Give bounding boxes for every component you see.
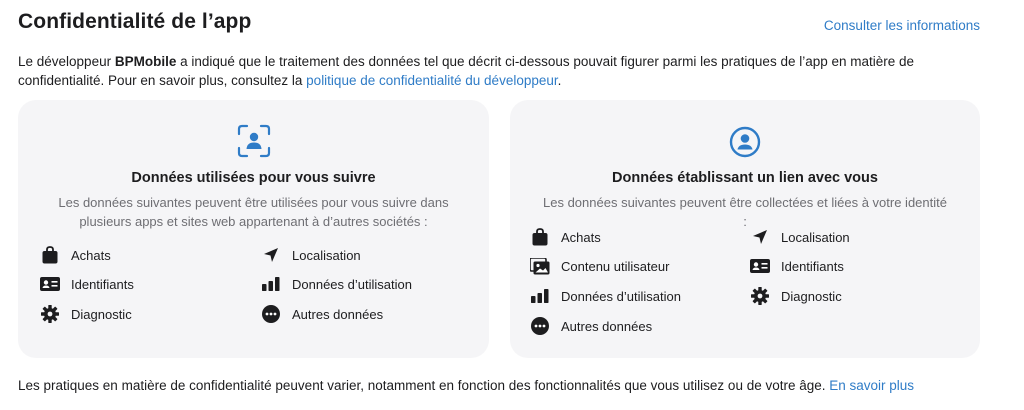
intro-part1: Le développeur <box>18 54 115 69</box>
item-label: Autres données <box>292 306 384 322</box>
id-card-icon <box>40 274 60 294</box>
bar-chart-icon <box>530 286 550 306</box>
card-description: Les données suivantes peuvent être collectées et liées à votre identité : <box>543 195 947 229</box>
data-linked-to-you-card <box>510 100 980 358</box>
footer-text: Les pratiques en matière de confidentialité peuvent varier, notamment en fonction des fonctionnalités que vous utilisez ou de votre âge. <box>18 378 830 393</box>
card-title: Données utilisées pour vous suivre <box>131 170 376 186</box>
list-item-identifiers <box>750 255 844 277</box>
list-item-other-data <box>530 315 652 337</box>
card-description: Les données suivantes peuvent être utilisées pour vous suivre dans plusieurs apps et sites web appartenant à d’autres sociétés : <box>58 195 449 229</box>
item-label: Données d’utilisation <box>292 276 412 292</box>
more-icon <box>261 304 281 324</box>
location-arrow-icon <box>750 227 770 247</box>
item-label: Diagnostic <box>71 306 132 322</box>
developer-privacy-policy-link[interactable]: politique de confidentialité du développeur <box>306 73 558 88</box>
gear-icon <box>40 304 60 324</box>
learn-more-link[interactable]: En savoir plus <box>829 378 915 393</box>
list-item-identifiers <box>40 273 134 295</box>
gear-icon <box>750 286 770 306</box>
item-label: Achats <box>561 229 601 245</box>
developer-name: BPMobile <box>114 54 177 69</box>
list-item-user-content <box>530 255 669 277</box>
item-label: Identifiants <box>781 258 844 274</box>
item-label: Contenu utilisateur <box>561 258 670 274</box>
intro-text <box>18 52 968 90</box>
item-label: Identifiants <box>71 276 134 292</box>
bar-chart-icon <box>261 274 281 294</box>
intro-part3: . <box>557 73 562 88</box>
intro-part2: a indiqué que le traitement des données tel que décrit ci-dessous pouvait figurer parmi les pratiques de l’app en matière de confidentialité. Pour en savoir plus, consultez la <box>18 54 915 88</box>
item-label: Achats <box>71 247 111 263</box>
list-item-diagnostics <box>750 285 842 307</box>
privacy-header <box>18 10 980 40</box>
shopping-bag-icon <box>530 227 550 247</box>
page-title: Confidentialité de l’app <box>18 10 252 33</box>
footer-note <box>18 378 914 393</box>
list-item-location <box>261 244 361 266</box>
list-item-usage-data <box>261 273 412 295</box>
item-label: Données d’utilisation <box>561 288 681 304</box>
see-details-link[interactable]: Consulter les informations <box>823 18 980 33</box>
list-item-purchases <box>530 226 601 248</box>
list-item-diagnostics <box>40 303 132 325</box>
list-item-usage-data <box>530 285 681 307</box>
shopping-bag-icon <box>40 245 60 265</box>
id-card-icon <box>750 256 770 276</box>
tracking-icon <box>237 124 271 163</box>
list-item-other-data <box>261 303 383 325</box>
list-item-location <box>750 226 850 248</box>
list-item-purchases <box>40 244 111 266</box>
photo-icon <box>530 256 550 276</box>
location-arrow-icon <box>261 245 281 265</box>
item-label: Localisation <box>781 229 850 245</box>
item-label: Autres données <box>561 318 653 334</box>
card-title: Données établissant un lien avec vous <box>612 170 878 186</box>
data-used-to-track-card <box>18 100 489 358</box>
user-circle-icon <box>729 126 761 163</box>
item-label: Diagnostic <box>781 288 842 304</box>
item-label: Localisation <box>292 247 361 263</box>
more-icon <box>530 316 550 336</box>
